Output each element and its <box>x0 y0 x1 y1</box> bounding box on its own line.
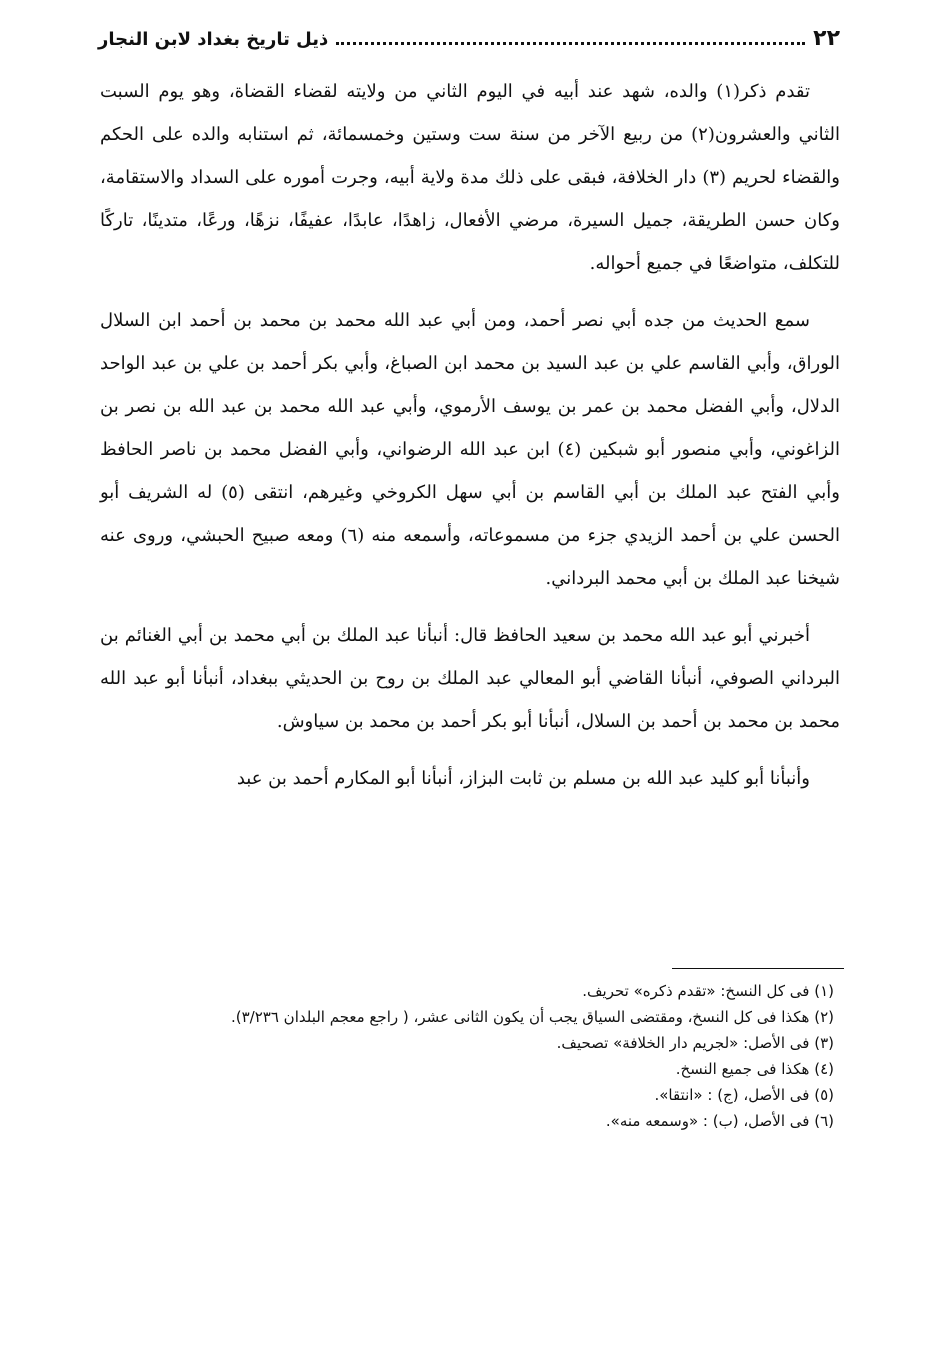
paragraph-3: أخبرني أبو عبد الله محمد بن سعيد الحافظ قال: أنبأنا عبد الملك بن أبي محمد بن أبي الغنائم بن البرداني الصوفي، أنبأنا القاضي أبو المعالي عبد الملك بن روح بن الحديثي ببغداد، أنبأنا أبو عبد الله محمد بن محمد بن أحمد بن السلال، أنبأنا أبو بكر أحمد بن محمد بن سياوش. <box>100 625 840 732</box>
page-number: ٢٢ <box>813 26 840 51</box>
footnotes <box>100 978 842 1134</box>
footnote-1: (١) فى كل النسخ: «تقدم ذكره» تحريف. <box>582 982 834 1000</box>
footnote-3: (٣) فى الأصل: «لجريم دار الخلافة» تصحيف. <box>556 1034 834 1052</box>
paragraph-2: سمع الحديث من جده أبي نصر أحمد، ومن أبي عبد الله محمد بن محمد بن أحمد ابن السلال الوراق، وأبي القاسم علي بن عبد السيد بن محمد ابن الصباغ، وأبي بكر أحمد بن علي بن عبد الواحد الدلال، وأبي الفضل محمد بن عمر بن يوسف الأرموي، وأبي عبد الله محمد بن عبد الله بن نصر بن الزاغوني، وأبي منصور أبو شبكين (٤) ابن عبد الله الرضواني، وأبي الفضل محمد بن ناصر الحافظ وأبي الفتح عبد الملك بن أبي القاسم بن أبي سهل الكروخي وغيرهم، انتقى (٥) له الشريف أبو الحسن علي بن أحمد الزيدي جزء من مسموعاته، وأسمعه منه (٦) ومعه صبيح الحبشي، وروى عنه شيخنا عبد الملك بن أبي محمد البرداني. <box>100 310 841 589</box>
paragraph-1: تقدم ذكر(١) والده، شهد عند أبيه في اليوم الثاني من ولايته لقضاء القضاة، وهو يوم السبت الثاني والعشرون(٢) من ربيع الآخر من سنة ست وستين وخمسمائة، ثم استنابه والده على الحكم والقضاء لحريم (٣) دار الخلافة، فبقى على ذلك مدة ولاية أبيه، وجرت أموره على السداد والاستقامة، وكان حسن الطريقة، جميل السيرة، مرضي الأفعال، زاهدًا، عابدًا، عفيفًا، نزهًا، ورعًا، متدينًا، تاركًا للتكلف، متواضعًا في جميع أحواله. <box>100 81 840 274</box>
running-title: ذيل تاريخ بغداد لابن النجار <box>98 29 329 50</box>
page-header <box>98 26 840 66</box>
footnote-5: (٥) فى الأصل، (ج) : «انتقا». <box>654 1086 834 1104</box>
header-dotted-leader <box>336 28 805 45</box>
footnote-4: (٤) هكذا فى جميع النسخ. <box>675 1060 834 1078</box>
footnote-2: (٢) هكذا فى كل النسخ، ومقتضى السياق يجب أن يكون الثانى عشر، ( راجع معجم البلدان ٣/٢٣٦). <box>231 1008 834 1026</box>
footnote-separator <box>672 968 844 969</box>
paragraph-4: وأنبأنا أبو كليد عبد الله بن مسلم بن ثابت البزاز، أنبأنا أبو المكارم أحمد بن عبد <box>236 768 810 789</box>
footnote-6: (٦) فى الأصل، (ب) : «وسمعه منه». <box>605 1112 834 1130</box>
main-text <box>100 70 840 800</box>
